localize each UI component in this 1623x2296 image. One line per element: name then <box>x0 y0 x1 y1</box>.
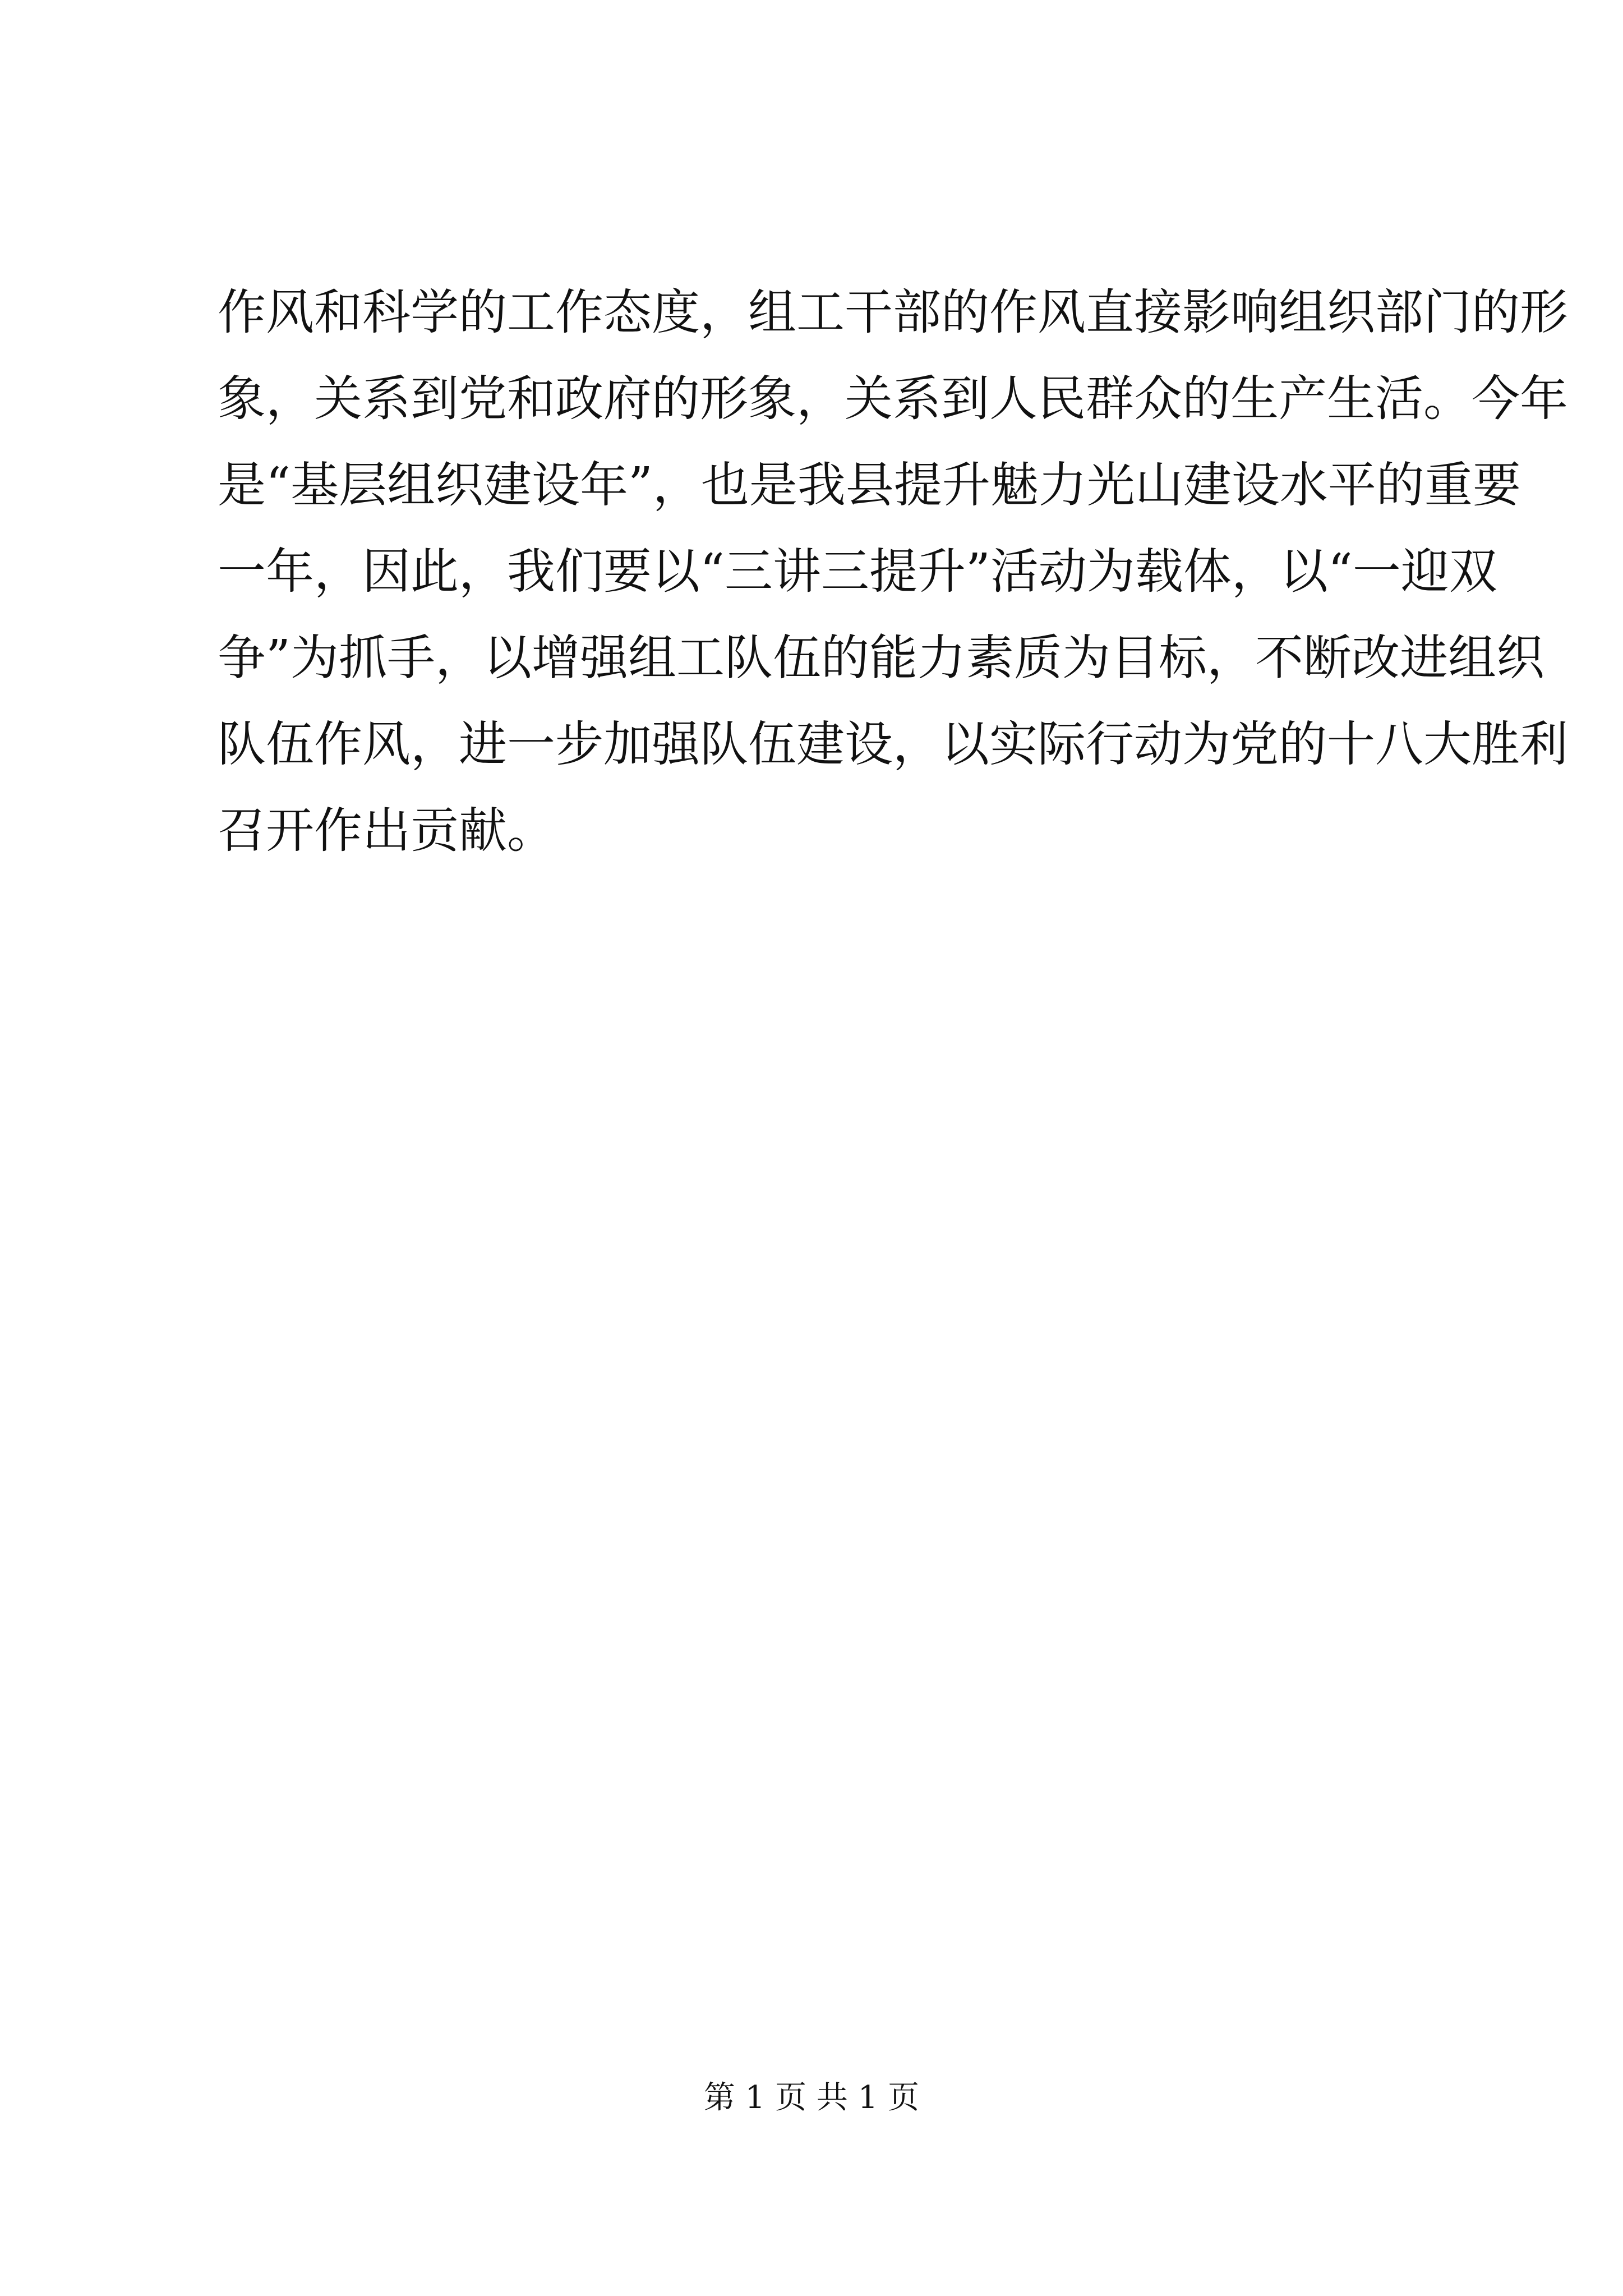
text-line: 队伍作风，进一步加强队伍建设，以实际行动为党的十八大胜利 <box>218 716 1568 772</box>
text-line: 争”为抓手，以增强组工队伍的能力素质为目标，不断改进组织 <box>218 630 1544 686</box>
text-line: 召开作出贡献。 <box>218 803 555 859</box>
text-line: 象，关系到党和政府的形象，关系到人民群众的生产生活。今年 <box>218 371 1568 427</box>
text-line: 作风和科学的工作态度，组工干部的作风直接影响组织部门的形 <box>218 284 1568 341</box>
text-line: 是“基层组织建设年”，也是我县提升魅力光山建设水平的重要 <box>218 457 1521 513</box>
page-number-footer: 第 1 页 共 1 页 <box>703 2079 920 2116</box>
body-paragraph <box>218 269 1568 874</box>
text-line: 一年，因此，我们要以“三讲三提升”活动为载体，以“一迎双 <box>218 544 1497 600</box>
